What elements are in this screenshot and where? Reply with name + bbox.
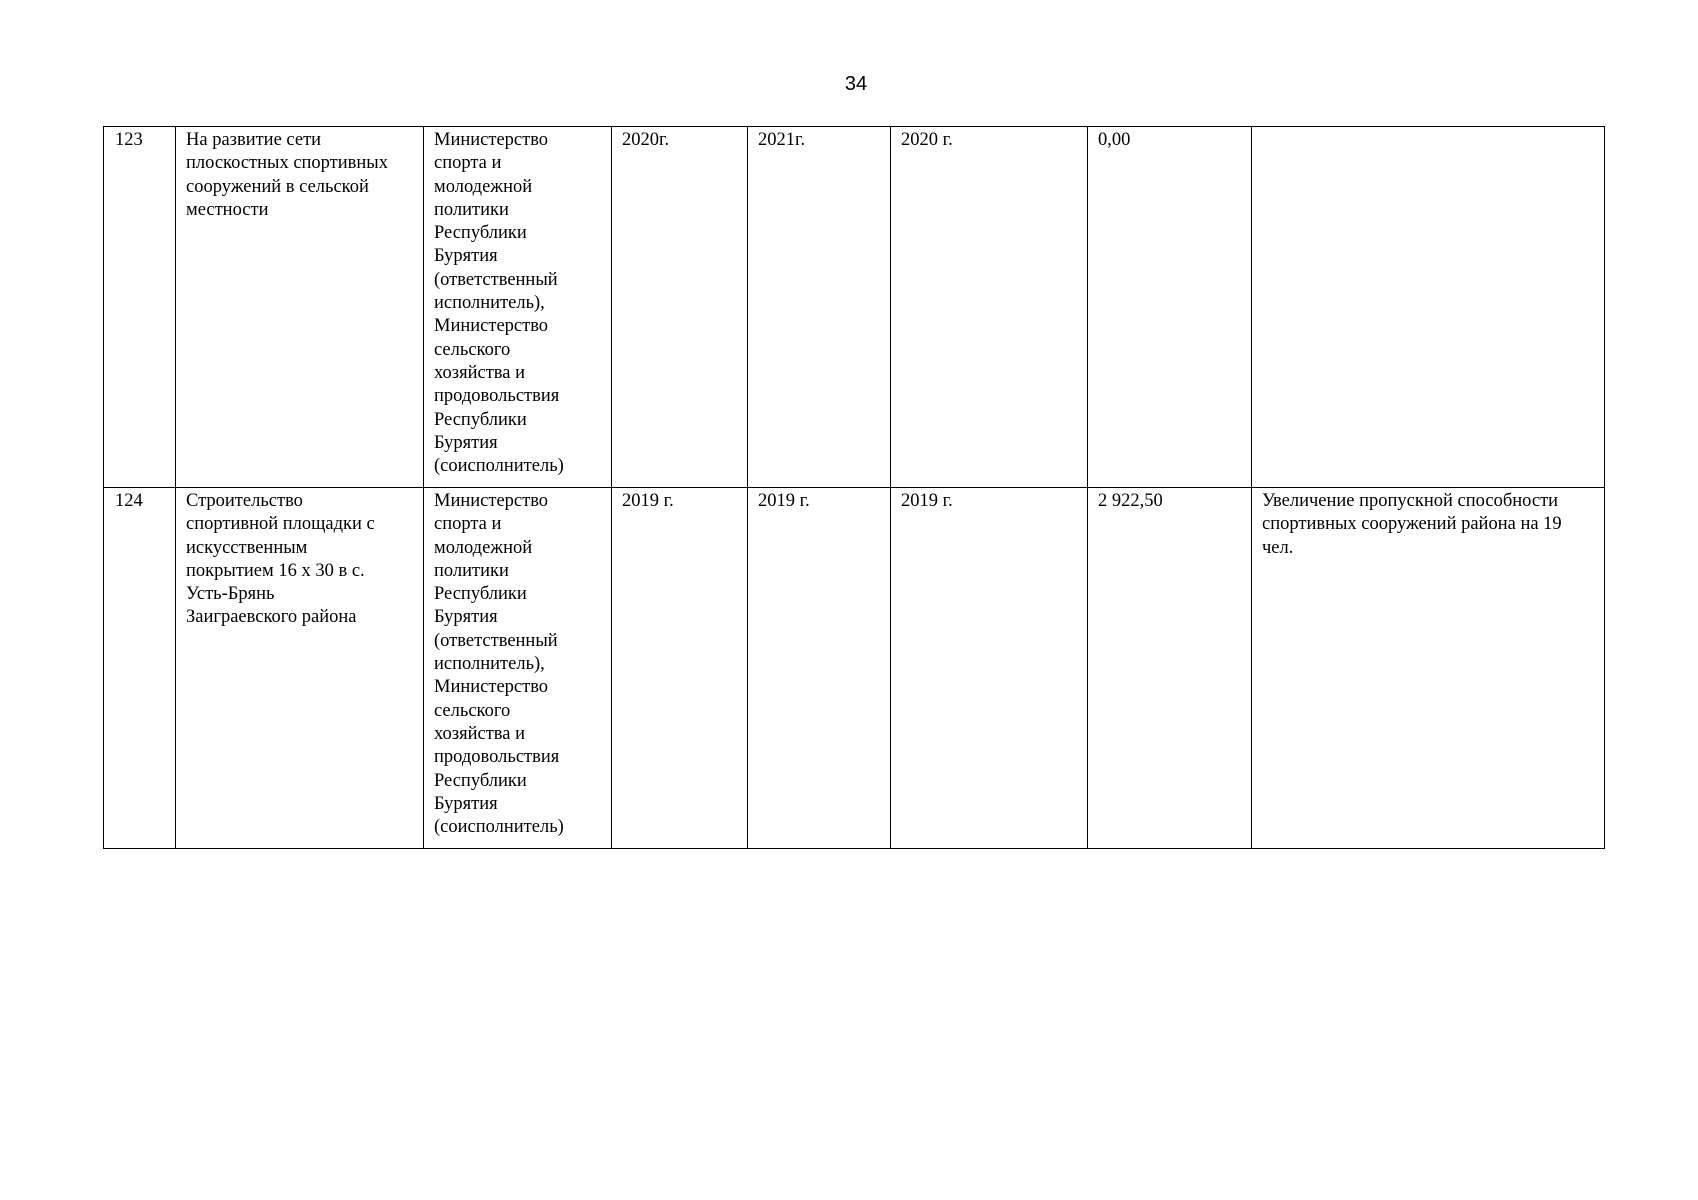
executor-line: (соисполнитель) — [434, 456, 564, 477]
program-measures-table — [103, 126, 1605, 849]
page-number: 34 — [844, 73, 868, 95]
executor-line: спорта и — [434, 514, 502, 535]
executor-line: спорта и — [434, 153, 502, 174]
executor-line: Республики — [434, 770, 527, 791]
executor-line: молодежной — [434, 176, 533, 197]
executor-line: Министерство — [434, 677, 549, 698]
year-cell: 2019 г. — [891, 488, 1088, 849]
row-number-cell: 124 — [104, 488, 176, 849]
executor-line: Бурятия — [434, 607, 498, 628]
measure-name-line: искусственным — [186, 537, 308, 558]
measure-name-line: На развитие сети — [186, 130, 322, 150]
executor-line: исполнитель), — [434, 293, 545, 314]
executor-line: Министерство — [434, 130, 549, 150]
measure-name-line: Усть-Брянь — [186, 584, 275, 605]
executor-line: продовольствия — [434, 386, 560, 407]
executor-line: Бурятия — [434, 432, 498, 453]
executor-line: (ответственный — [434, 630, 558, 651]
executor-line: молодежной — [434, 537, 533, 558]
measure-name-line: Строительство — [186, 491, 303, 511]
start-date-cell: 2020г. — [612, 127, 748, 488]
table-row — [104, 488, 1605, 849]
measure-name-line: местности — [186, 199, 269, 220]
measure-name-line: покрытием 16 х 30 в с. — [186, 560, 365, 581]
executor-line: Министерство — [434, 491, 549, 511]
measure-name-line: спортивной площадки с — [186, 514, 375, 535]
end-date-cell: 2021г. — [748, 127, 891, 488]
executor-line: (соисполнитель) — [434, 817, 564, 838]
start-date-cell: 2019 г. — [612, 488, 748, 849]
measure-name-line: Заиграевского района — [186, 607, 357, 628]
measure-name-cell — [176, 127, 424, 488]
executor-line: сельского — [434, 339, 511, 360]
row-number-cell: 123 — [104, 127, 176, 488]
executor-line: Республики — [434, 223, 527, 244]
result-line: спортивных сооружений района на 19 — [1262, 514, 1562, 535]
executor-line: политики — [434, 560, 509, 581]
year-cell: 2020 г. — [891, 127, 1088, 488]
executor-line: Министерство — [434, 316, 549, 337]
result-cell — [1252, 488, 1605, 849]
executor-line: Республики — [434, 409, 527, 430]
amount-cell: 0,00 — [1088, 127, 1252, 488]
measure-name-cell — [176, 488, 424, 849]
end-date-cell: 2019 г. — [748, 488, 891, 849]
amount-cell: 2 922,50 — [1088, 488, 1252, 849]
executor-line: сельского — [434, 700, 511, 721]
measure-name-line: плоскостных спортивных — [186, 153, 388, 174]
result-line: чел. — [1262, 537, 1294, 558]
measure-name-line: сооружений в сельской — [186, 176, 369, 197]
executor-line: (ответственный — [434, 269, 558, 290]
executor-line: Бурятия — [434, 246, 498, 267]
executor-line: продовольствия — [434, 747, 560, 768]
executor-line: хозяйства и — [434, 723, 526, 744]
table-row — [104, 127, 1605, 488]
executor-cell — [424, 488, 612, 849]
executor-line: Бурятия — [434, 793, 498, 814]
result-line: Увеличение пропускной способности — [1262, 491, 1559, 511]
result-cell — [1252, 127, 1605, 488]
executor-line: исполнитель), — [434, 654, 545, 675]
executor-line: хозяйства и — [434, 362, 526, 383]
executor-line: политики — [434, 199, 509, 220]
executor-line: Республики — [434, 584, 527, 605]
executor-cell — [424, 127, 612, 488]
